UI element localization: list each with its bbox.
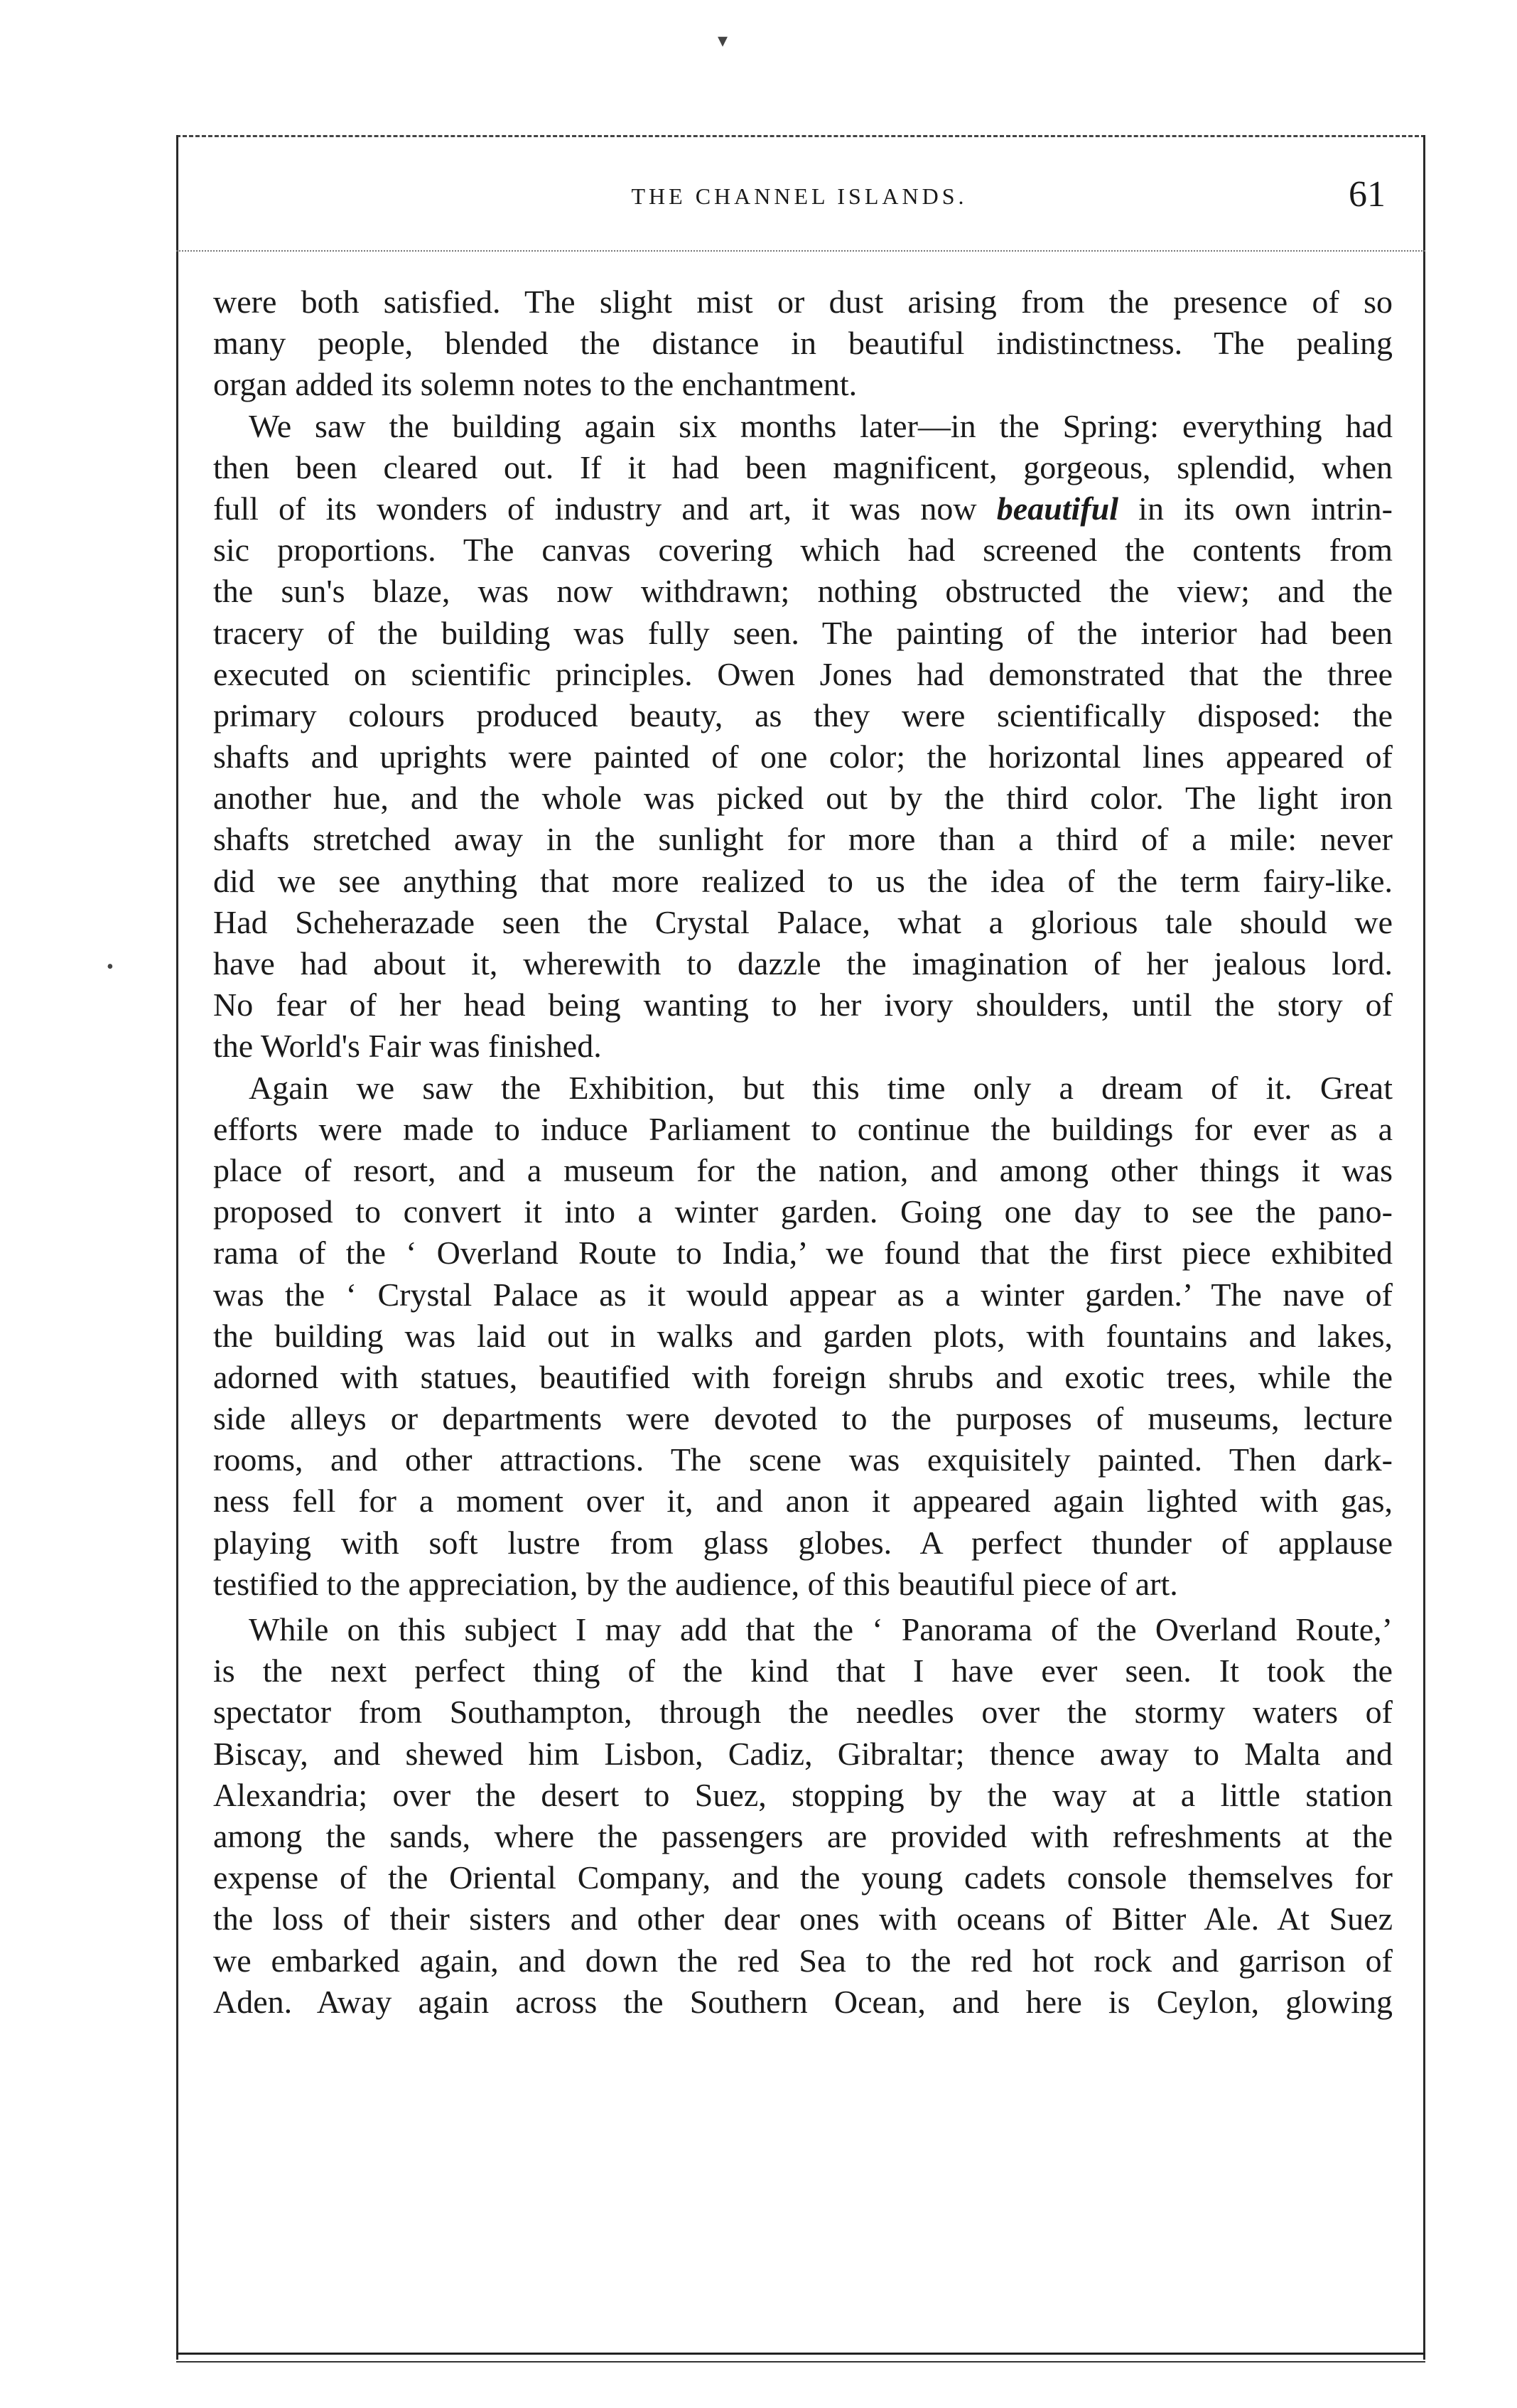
emphasized-word: beautiful bbox=[996, 490, 1119, 527]
text-line: the building was laid out in walks and garden plots, with fountains and lakes, bbox=[213, 1317, 1393, 1354]
page-number: 61 bbox=[1349, 174, 1386, 215]
bottom-border-rule-inner bbox=[176, 2361, 1425, 2363]
text-line: Biscay, and shewed him Lisbon, Cadiz, Gibraltar; thence away to Malta and bbox=[213, 1735, 1393, 1772]
text-line: then been cleared out. If it had been magnificent, gorgeous, splendid, when bbox=[213, 448, 1393, 485]
text-line: playing with soft lustre from glass globes. A perfect thunder of applause bbox=[213, 1524, 1393, 1561]
text-line: expense of the Oriental Company, and the young cadets console themselves for bbox=[213, 1859, 1393, 1896]
text-line: have had about it, wherewith to dazzle the imagination of her jealous lord. bbox=[213, 945, 1393, 982]
text-line: full of its wonders of industry and art, it was now beautiful in its own intrin- bbox=[213, 490, 1393, 527]
running-head bbox=[213, 174, 1386, 222]
text-line: Had Scheherazade seen the Crystal Palace, what a glorious tale should we bbox=[213, 903, 1393, 940]
text-line: organ added its solemn notes to the enchantment. bbox=[213, 366, 858, 403]
text-line: sic proportions. The canvas covering which had screened the contents from bbox=[213, 532, 1393, 569]
text-line: testified to the appreciation, by the audience, of this beautiful piece of art. bbox=[213, 1565, 1178, 1602]
text-line: Alexandria; over the desert to Suez, stopping by the way at a little station bbox=[213, 1776, 1393, 1813]
text-line: we embarked again, and down the red Sea to the red hot rock and garrison of bbox=[213, 1942, 1393, 1979]
text-line: Aden. Away again across the Southern Ocean, and here is Ceylon, glowing bbox=[213, 1983, 1393, 2020]
text-line: another hue, and the whole was picked out by the third color. The light iron bbox=[213, 780, 1393, 817]
text-line: executed on scientific principles. Owen Jones had demonstrated that the three bbox=[213, 655, 1393, 692]
margin-print-mark: • bbox=[107, 956, 114, 978]
text-line: rooms, and other attractions. The scene was exquisitely painted. Then dark- bbox=[213, 1441, 1393, 1478]
text-line: place of resort, and a museum for the nation, and among other things it was bbox=[213, 1151, 1393, 1188]
text-line: primary colours produced beauty, as they were scientifically disposed: the bbox=[213, 697, 1393, 733]
text-line: did we see anything that more realized to us the idea of the term fairy-like. bbox=[213, 862, 1393, 899]
text-line: is the next perfect thing of the kind that I have ever seen. It took the bbox=[213, 1652, 1393, 1689]
text-line: shafts stretched away in the sunlight for more than a third of a mile: never bbox=[213, 821, 1393, 858]
body-text bbox=[213, 281, 1393, 2023]
text-line: were both satisfied. The slight mist or dust arising from the presence of so bbox=[213, 284, 1393, 320]
text-line: spectator from Southampton, through the needles over the stormy waters of bbox=[213, 1694, 1393, 1731]
text-line: tracery of the building was fully seen. The painting of the interior had been bbox=[213, 614, 1393, 651]
text-line: Again we saw the Exhibition, but this time only a dream of it. Great bbox=[249, 1069, 1393, 1106]
text-line: many people, blended the distance in beautiful indistinctness. The pealing bbox=[213, 325, 1393, 362]
stray-print-mark: ▾ bbox=[718, 30, 728, 52]
text-line: adorned with statues, beautified with foreign shrubs and exotic trees, while the bbox=[213, 1358, 1393, 1395]
text-line: efforts were made to induce Parliament to continue the buildings for ever as a bbox=[213, 1110, 1393, 1147]
text-line: among the sands, where the passengers are provided with refreshments at the bbox=[213, 1817, 1393, 1854]
text-line: No fear of her head being wanting to her ivory shoulders, until the story of bbox=[213, 987, 1393, 1023]
header-rule bbox=[176, 250, 1425, 252]
text-line: the loss of their sisters and other dear ones with oceans of Bitter Ale. At Suez bbox=[213, 1901, 1393, 1937]
bottom-border-rule bbox=[176, 2353, 1425, 2355]
text-line: side alleys or departments were devoted to the purposes of museums, lecture bbox=[213, 1400, 1393, 1437]
text-line: the sun's blaze, was now withdrawn; nothing obstructed the view; and the bbox=[213, 573, 1393, 610]
text-line: We saw the building again six months later—in the Spring: everything had bbox=[249, 407, 1393, 444]
text-line: While on this subject I may add that the ‘ Panorama of the Overland Route,’ bbox=[249, 1611, 1393, 1648]
text-line: rama of the ‘ Overland Route to India,’ we found that the first piece exhibited bbox=[213, 1235, 1393, 1272]
text-line: was the ‘ Crystal Palace as it would appear as a winter garden.’ The nave of bbox=[213, 1276, 1393, 1313]
text-line: shafts and uprights were painted of one color; the horizontal lines appeared of bbox=[213, 738, 1393, 775]
running-title: THE CHANNEL ISLANDS. bbox=[631, 183, 968, 209]
text-line: ness fell for a moment over it, and anon it appeared again lighted with gas, bbox=[213, 1483, 1393, 1520]
text-line: proposed to convert it into a winter garden. Going one day to see the pano- bbox=[213, 1193, 1393, 1230]
text-line: the World's Fair was finished. bbox=[213, 1028, 602, 1065]
